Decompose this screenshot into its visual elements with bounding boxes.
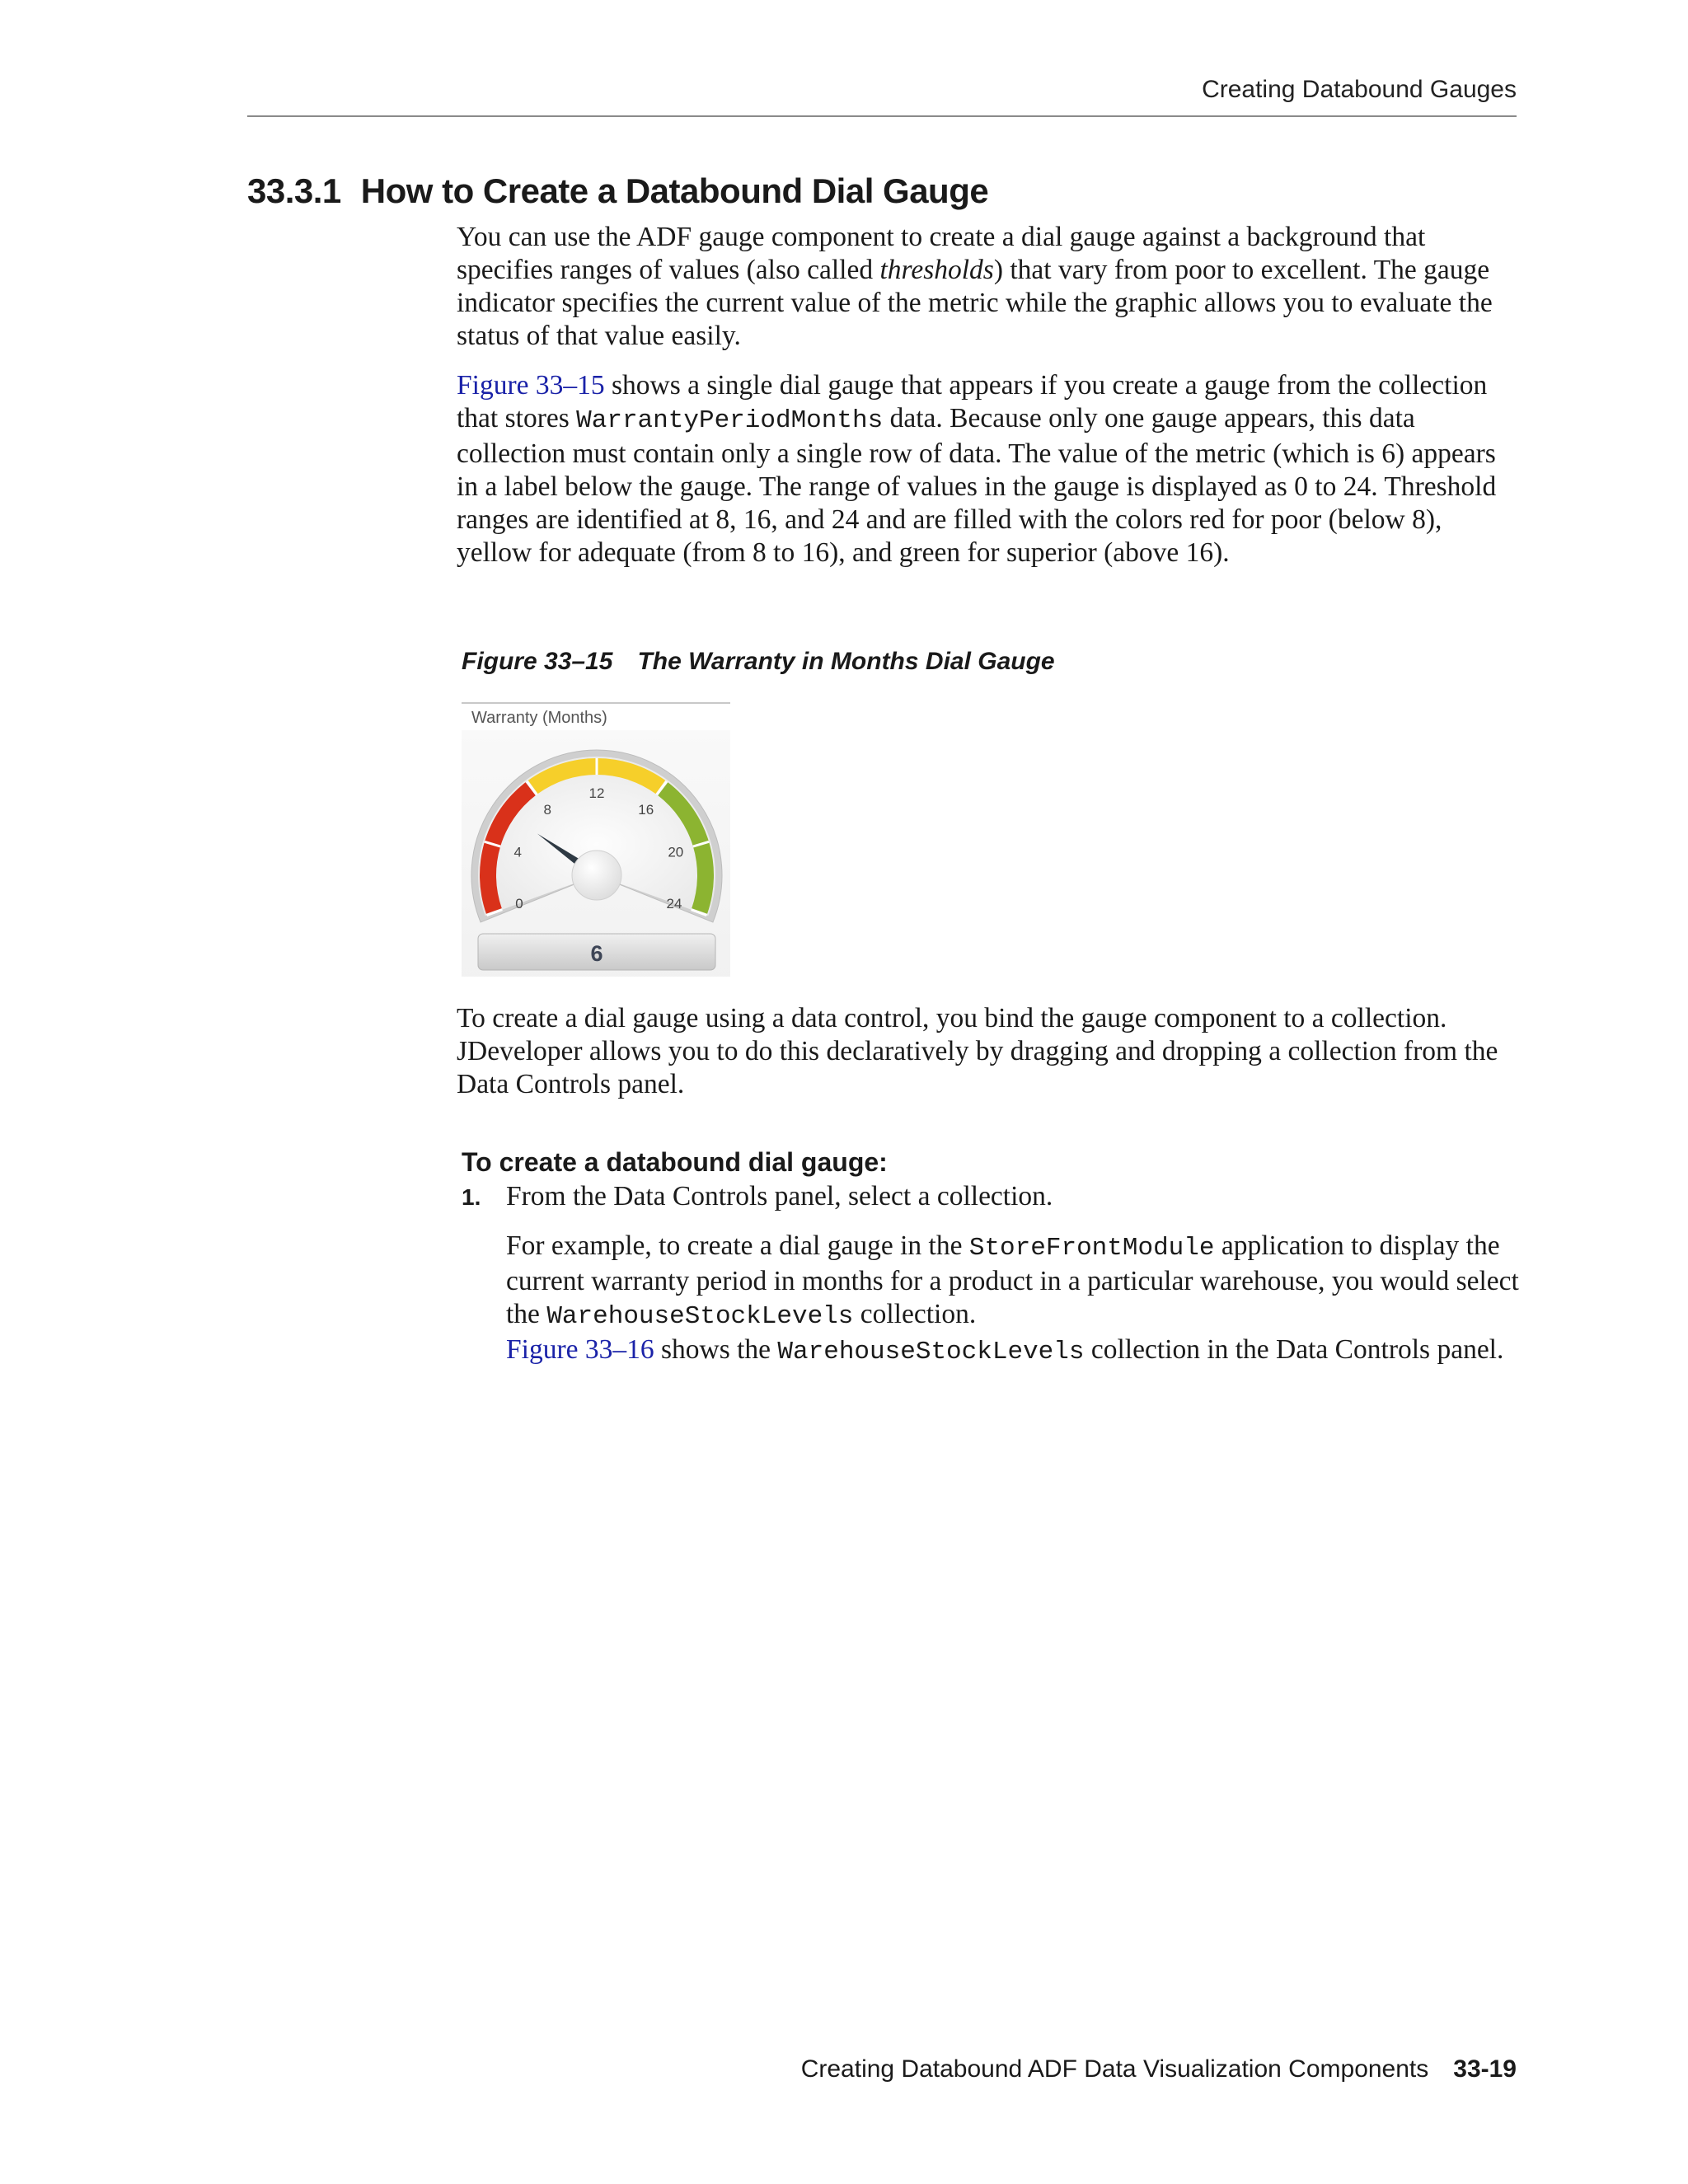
example-code-3: WarehouseStockLevels xyxy=(777,1338,1085,1366)
gauge-knob xyxy=(572,851,621,900)
example-code-1: StoreFrontModule xyxy=(968,1234,1215,1263)
para2-text-2: data. Because only one gauge appears, this data collection must contain only a single row of data. The value of the metric (which is 6) appears in a label below the gauge. The range of values in the gauge is displayed as 0 to 24. Threshold ranges are identified at 8, 16, and 24 and are filled with the colors red for poor (below 8), yellow for adequate (from 8 to 16), and green for superior (above 16). xyxy=(457,403,1497,568)
running-header-title: Creating Databound Gauges xyxy=(1202,76,1517,103)
tick-label: 0 xyxy=(515,896,523,912)
example-text-5: collection in the Data Controls panel. xyxy=(1084,1334,1504,1365)
intro-paragraph xyxy=(457,221,1520,353)
section-number: 33.3.1 xyxy=(247,171,341,210)
tick-label: 12 xyxy=(588,785,605,801)
footer-chapter: Creating Databound ADF Data Visualization Components xyxy=(800,2055,1429,2083)
step-1-text xyxy=(506,1180,1528,1213)
intro-text-1: You can use the ADF gauge component to create a dial gauge against a background that specifies ranges of values (also called xyxy=(457,222,1426,285)
dial-gauge xyxy=(462,701,734,977)
example-code-2: WarehouseStockLevels xyxy=(546,1302,854,1331)
page-footer xyxy=(247,2055,1517,2083)
tick-label: 8 xyxy=(543,801,552,818)
gauge-title: Warranty (Months) xyxy=(471,709,607,727)
para2-code: WarrantyPeriodMonths xyxy=(576,406,884,435)
tick-label: 24 xyxy=(666,896,682,912)
figure-caption xyxy=(462,648,1055,676)
gauge-value-label: 6 xyxy=(590,941,603,966)
section-heading xyxy=(247,171,988,211)
data-control-paragraph xyxy=(457,1002,1520,1101)
example-text-3: collection. xyxy=(853,1299,977,1329)
figure-16-link[interactable]: Figure 33–16 xyxy=(506,1334,654,1365)
step-1-example xyxy=(506,1230,1528,1369)
step-number: 1. xyxy=(462,1184,481,1210)
intro-text-2: ) that vary from poor to excellent. The gauge indicator specifies the current value of the metric while the graphic allows you to evaluate the status of that value easily. xyxy=(457,255,1493,351)
tick-label: 20 xyxy=(668,844,684,860)
running-header xyxy=(247,76,1517,117)
step-1-label: From the Data Controls panel, select a collection. xyxy=(506,1181,1053,1212)
intro-italic: thresholds xyxy=(879,255,994,285)
para2-text-1: shows a single dial gauge that appears if you create a gauge from the collection that stores xyxy=(457,370,1488,434)
tick-label: 4 xyxy=(513,844,522,860)
figure-link[interactable]: Figure 33–15 xyxy=(457,370,605,401)
figure-number: Figure 33–15 xyxy=(462,648,613,675)
procedure-title: To create a databound dial gauge: xyxy=(462,1147,888,1177)
example-text-2: application to display the current warranty period in months for a product in a particular warehouse, you would select the xyxy=(506,1230,1519,1329)
figure-reference-paragraph xyxy=(457,369,1520,569)
footer-page-number: 33-19 xyxy=(1453,2055,1517,2083)
para3-text: To create a dial gauge using a data control, you bind the gauge component to a collection. JDeveloper allows you to do this declaratively by dragging and dropping a collection from the Data Controls panel. xyxy=(457,1003,1498,1099)
example-text-4: shows the xyxy=(654,1334,778,1365)
tick-label: 16 xyxy=(638,801,654,818)
example-text-1: For example, to create a dial gauge in the xyxy=(506,1230,969,1261)
section-title: How to Create a Databound Dial Gauge xyxy=(360,171,989,210)
figure-title: The Warranty in Months Dial Gauge xyxy=(637,648,1055,675)
